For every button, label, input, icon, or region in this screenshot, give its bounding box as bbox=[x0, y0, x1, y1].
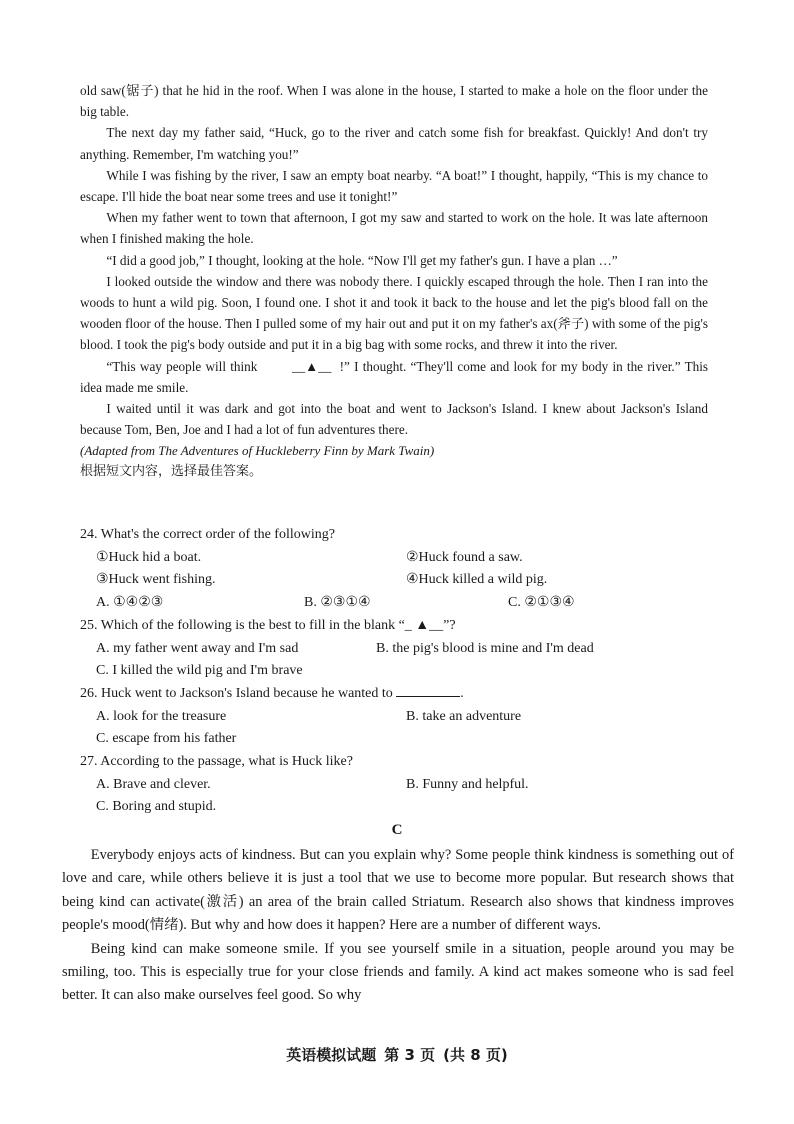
text-segment: !” I thought. “They'll come and look for my body in the river.” This idea made me smile. bbox=[80, 358, 709, 395]
passage-paragraph: The next day my father said, “Huck, go to the river and catch some fish for breakfast. Quickly! And don't try anything. Remember, I'm watching you!” bbox=[80, 125, 708, 162]
question-24-option-a[interactable]: A. ①④②③ bbox=[96, 595, 164, 611]
question-24-item: ①Huck hid a boat. bbox=[96, 549, 202, 565]
question-27-option-a[interactable]: A. Brave and clever. bbox=[96, 776, 211, 792]
question-24-item: ④Huck killed a wild pig. bbox=[406, 572, 548, 588]
passage-paragraph: I waited until it was dark and got into the boat and went to Jackson's Island. I knew about Jackson's Island because Tom, Ben, Joe and I had a lot of fun adventures there. bbox=[80, 401, 708, 438]
passage-paragraph-with-blank bbox=[80, 356, 708, 398]
question-26-stem bbox=[80, 683, 720, 706]
fill-blank-marker: _ ▲__ bbox=[404, 617, 444, 633]
question-27-option-b[interactable]: B. Funny and helpful. bbox=[406, 776, 529, 792]
question-25-options bbox=[80, 638, 720, 661]
question-27-options bbox=[80, 774, 720, 797]
reading-passage-b bbox=[80, 80, 708, 483]
passage-paragraph: I looked outside the window and there was nobody there. I quickly escaped through the hole. Then I ran into the woods to hunt a wild pig. Soon, I found one. I shot it and took it back to the house and let the pig's blood fall on the wooden floor of the house. Then I pulled some of my hair out and put it on my father's ax(斧子) with some of the pig's blood. I took the pig's body outside and put it in a big bag with some rocks, and threw it into the river. bbox=[80, 273, 708, 353]
question-25-stem bbox=[80, 615, 720, 638]
passage-paragraph: Everybody enjoys acts of kindness. But can you explain why? Some people think kindness is something out of love and care, while others believe it is just a tool that we use to become more popular. But research shows that being kind can activate(激活) an area of the brain called Striatum. Research also shows that kindness improves people's mood(情绪). But why and how does it happen? Here are a number of different ways. bbox=[62, 847, 734, 934]
question-24-items-row bbox=[80, 569, 720, 592]
section-c-heading: C bbox=[391, 822, 403, 838]
question-26-options bbox=[80, 706, 720, 729]
question-27-stem: 27. According to the passage, what is Huck like? bbox=[80, 754, 353, 770]
question-24-stem: 24. What's the correct order of the following? bbox=[80, 527, 335, 542]
passage-paragraph: While I was fishing by the river, I saw an empty boat nearby. “A boat!” I thought, happily, “This is my chance to escape. I'll hide the boat near some trees and use it tonight!” bbox=[80, 167, 708, 205]
question-25-options bbox=[80, 660, 720, 683]
footer-page-number: 第 3 页 bbox=[384, 1046, 436, 1064]
question-26-option-b[interactable]: B. take an adventure bbox=[406, 708, 522, 724]
question-25-option-b[interactable]: B. the pig's blood is mine and I'm dead bbox=[376, 640, 594, 656]
page-footer bbox=[0, 1044, 794, 1065]
passage-paragraph: “I did a good job,” I thought, looking at the hole. “Now I'll get my father's gun. I have a plan …” bbox=[106, 252, 618, 268]
question-26-option-c[interactable]: C. escape from his father bbox=[96, 731, 237, 747]
question-24-items-row bbox=[80, 547, 720, 570]
passage-paragraph: Being kind can make someone smile. If you see yourself smile in a situation, people around you may be smiling, too. This is especially true for your close friends and family. A kind act makes someone who is sad feel better. It can also make ourselves feel good. So why bbox=[62, 940, 734, 1004]
passage-paragraph: old saw(锯子) that he hid in the roof. When I was alone in the house, I started to make a hole on the floor under the big table. bbox=[80, 83, 708, 120]
text-segment: “This way people will think bbox=[106, 358, 258, 374]
instruction-text: 根据短文内容，选择最佳答案。 bbox=[80, 464, 263, 480]
question-24-item: ②Huck found a saw. bbox=[406, 549, 523, 565]
question-block bbox=[80, 524, 720, 819]
text-segment: 25. Which of the following is the best to fill in the blank “ bbox=[80, 617, 405, 633]
text-segment: 26. Huck went to Jackson's Island because he wanted to bbox=[80, 685, 393, 701]
footer-page-total: (共 8 页) bbox=[443, 1046, 508, 1064]
text-segment: ”? bbox=[443, 617, 456, 633]
question-27-options bbox=[80, 796, 720, 819]
footer-title: 英语模拟试题 bbox=[286, 1046, 377, 1064]
question-24-option-c[interactable]: C. ②①③④ bbox=[508, 595, 575, 611]
answer-blank bbox=[396, 684, 460, 697]
passage-paragraph: When my father went to town that afternoon, I got my saw and started to work on the hole. It was late afternoon when I finished making the hole. bbox=[80, 210, 708, 247]
question-27-option-c[interactable]: C. Boring and stupid. bbox=[96, 799, 217, 815]
question-24-item: ③Huck went fishing. bbox=[96, 572, 216, 588]
question-24-options bbox=[80, 592, 720, 615]
passage-source: (Adapted from The Adventures of Huckleberry Finn by Mark Twain) bbox=[80, 443, 435, 459]
question-25-option-a[interactable]: A. my father went away and I'm sad bbox=[96, 640, 299, 656]
reading-passage-c bbox=[62, 844, 734, 1008]
question-26-option-a[interactable]: A. look for the treasure bbox=[96, 708, 227, 724]
question-25-option-c[interactable]: C. I killed the wild pig and I'm brave bbox=[96, 663, 303, 679]
fill-blank-marker: __▲__ bbox=[291, 358, 332, 374]
question-26-options bbox=[80, 728, 720, 751]
question-24-option-b[interactable]: B. ②③①④ bbox=[304, 595, 371, 611]
text-segment: . bbox=[460, 685, 464, 701]
